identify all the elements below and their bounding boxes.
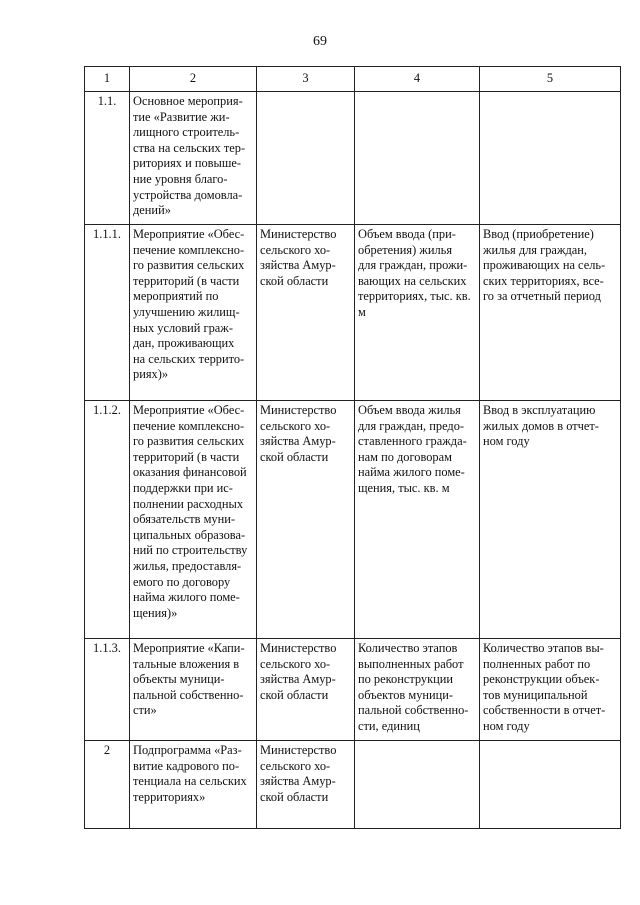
row-number: 1.1.3. [85, 639, 130, 741]
measures-table [84, 66, 621, 829]
row-number: 1.1.2. [85, 401, 130, 639]
header-col-1: 1 [85, 67, 130, 92]
measure-name [130, 639, 257, 741]
measure-name-text: Мероприятие «Капи- тальные вложения в объекты муници- пальной собственно- сти» [133, 641, 245, 718]
executor [257, 741, 355, 829]
measure-name-text: Подпрограмма «Раз- витие кадрового по- тенциала на сельских территориях» [133, 743, 247, 804]
result-text: Ввод в эксплуатацию жилых домов в отчет- ном году [483, 403, 599, 449]
indicator [355, 225, 480, 401]
executor [257, 639, 355, 741]
indicator [355, 741, 480, 829]
measure-name [130, 741, 257, 829]
measure-name [130, 92, 257, 225]
executor-text: Министерство сельского хо- зяйства Амур- ской области [260, 641, 337, 702]
executor-text: Министерство сельского хо- зяйства Амур- ской области [260, 227, 337, 288]
row-number: 2 [85, 741, 130, 829]
table-row [85, 639, 621, 741]
executor [257, 401, 355, 639]
result [480, 401, 621, 639]
indicator [355, 639, 480, 741]
header-col-3: 3 [257, 67, 355, 92]
table-row [85, 741, 621, 829]
executor [257, 225, 355, 401]
result [480, 741, 621, 829]
header-col-2: 2 [130, 67, 257, 92]
result-text: Ввод (приобретение) жилья для граждан, проживающих на сель- ских территориях, все- го за отчетный период [483, 227, 606, 304]
result [480, 225, 621, 401]
indicator [355, 92, 480, 225]
row-number: 1.1.1. [85, 225, 130, 401]
result-text: Количество этапов вы- полненных работ по реконструкции объек- тов муниципальной собственности в отчет- ном году [483, 641, 606, 733]
result [480, 639, 621, 741]
indicator-text: Объем ввода жилья для граждан, предо- ставленного гражда- нам по договорам найма жилого поме- щения, тыс. кв. м [358, 403, 467, 495]
executor-text: Министерство сельского хо- зяйства Амур- ской области [260, 403, 337, 464]
result [480, 92, 621, 225]
table-row [85, 401, 621, 639]
indicator-text: Объем ввода (при- обретения) жилья для граждан, прожи- вающих на сельских территориях, тыс. кв. м [358, 227, 471, 319]
executor [257, 92, 355, 225]
header-col-4: 4 [355, 67, 480, 92]
measure-name [130, 401, 257, 639]
measure-name-text: Мероприятие «Обес- печение комплексно- го развития сельских территорий (в части оказания финансовой поддержки при ис- полнении расходных обязательств муни- ципальных образова- ний по строительству жилья, предоставля- емого по договору найма жилого поме- щения)» [133, 403, 248, 620]
measure-name-text: Основное мероприя- тие «Развитие жи- лищного строитель- ства на сельских тер- риториях и повыше- ние уровня благо- устройства домовла- дений» [133, 94, 246, 218]
header-col-5: 5 [480, 67, 621, 92]
measure-name [130, 225, 257, 401]
indicator-text: Количество этапов выполненных работ по реконструкции объектов муници- пальной собственно- сти, единиц [358, 641, 469, 733]
table-header-row [85, 67, 621, 92]
measure-name-text: Мероприятие «Обес- печение комплексно- го развития сельских территорий (в части мероприятий по улучшению жилищ- ных условий граж- дан, проживающих на сельских террито- риях)» [133, 227, 245, 382]
page-number: 69 [313, 34, 327, 49]
executor-text: Министерство сельского хо- зяйства Амур- ской области [260, 743, 337, 804]
indicator [355, 401, 480, 639]
row-number: 1.1. [85, 92, 130, 225]
table-row [85, 92, 621, 225]
table-row [85, 225, 621, 401]
